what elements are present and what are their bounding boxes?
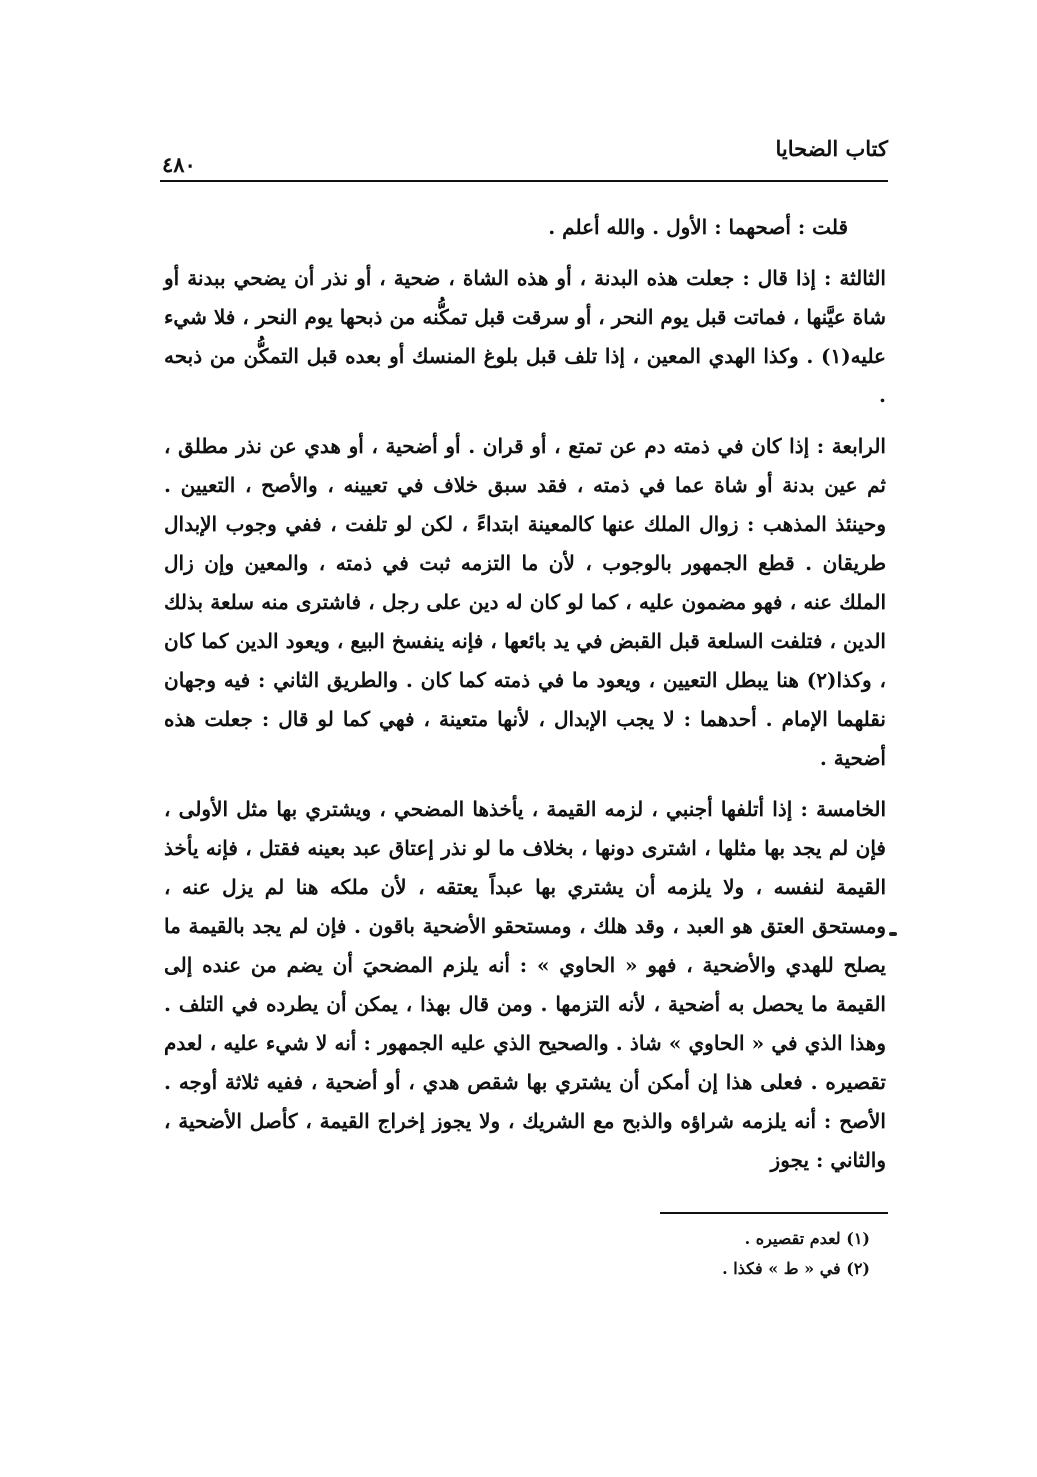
- paragraph-1: قلت : أصحهما : الأول . والله أعلم .: [548, 215, 848, 239]
- page-number: ٤٨٠: [162, 152, 196, 177]
- footnote-rule: [660, 1212, 888, 1214]
- main-text: [164, 208, 886, 1192]
- running-title: كتاب الضحايا: [775, 136, 888, 161]
- footnotes: [500, 1224, 870, 1284]
- header-rule: [160, 180, 888, 182]
- paragraph-3: الرابعة : إذا كان في ذمته دم عن تمتع ، أو قران . أو أضحية ، أو هدي عن نذر مطلق ، ثم عين بدنة أو شاة عما في ذمته ، فقد سبق خلاف في تعيينه ، والأصح ، التعيين . وحينئذ المذهب : زوال الملك عنها كالمعينة ابتداءً ، لكن لو تلفت ، ففي وجوب الإبدال طريقان . قطع الجمهور بالوجوب ، لأن ما التزمه ثبت في ذمته ، والمعين وإن زال الملك عنه ، فهو مضمون عليه ، كما لو كان له دين على رجل ، فاشترى منه سلعة بذلك الدين ، فتلفت السلعة قبل القبض في يد بائعها ، فإنه ينفسخ البيع ، ويعود الدين كما كان ، وكذا(٢) هنا يبطل التعيين ، ويعود ما في ذمته كما كان . والطريق الثاني : فيه وجهان نقلهما الإمام . أحدهما : لا يجب الإبدال ، لأنها متعينة ، فهي كما لو قال : جعلت هذه أضحية .: [164, 434, 886, 770]
- footnote-2: (٢) في « ط » فكذا .: [722, 1259, 870, 1278]
- paragraph-2: الثالثة : إذا قال : جعلت هذه البدنة ، أو هذه الشاة ، ضحية ، أو نذر أن يضحي ببدنة أو شاة عيَّنها ، فماتت قبل يوم النحر ، أو سرقت قبل تمكُّنه من ذبحها يوم النحر ، فلا شيء عليه(١) . وكذا الهدي المعين ، إذا تلف قبل بلوغ المنسك أو بعده قبل التمكُّن من ذبحه .: [164, 266, 887, 407]
- paragraph-4: الخامسة : إذا أتلفها أجنبي ، لزمه القيمة ، يأخذها المضحي ، ويشتري بها مثل الأولى ، فإن لم يجد بها مثلها ، اشترى دونها ، بخلاف ما لو نذر إعتاق عبد بعينه فقتل ، فإنه يأخذ القيمة لنفسه ، ولا يلزمه أن يشتري بها عبداً يعتقه ، لأن ملكه هنا لم يزل عنه ، ومستحق العتق هو العبد ، وقد هلك ، ومستحقو الأضحية باقون . فإن لم يجد بالقيمة ما يصلح للهدي والأضحية ، فهو « الحاوي » : أنه يلزم المضحيَ أن يضم من عنده إلى القيمة ما يحصل به أضحية ، لأنه التزمها . ومن قال بهذا ، يمكن أن يطرده في التلف . وهذا الذي في « الحاوي » شاذ . والصحيح الذي عليه الجمهور : أنه لا شيء عليه ، لعدم تقصيره . فعلى هذا إن أمكن أن يشتري بها شقص هدي ، أو أضحية ، ففيه ثلاثة أوجه . الأصح : أنه يلزمه شراؤه والذبح مع الشريك ، ولا يجوز إخراج القيمة ، كأصل الأضحية ، والثاني : يجوز: [164, 797, 886, 1172]
- margin-mark: [889, 932, 897, 936]
- footnote-1: (١) لعدم تقصيره .: [744, 1229, 870, 1248]
- page-header: [158, 128, 888, 180]
